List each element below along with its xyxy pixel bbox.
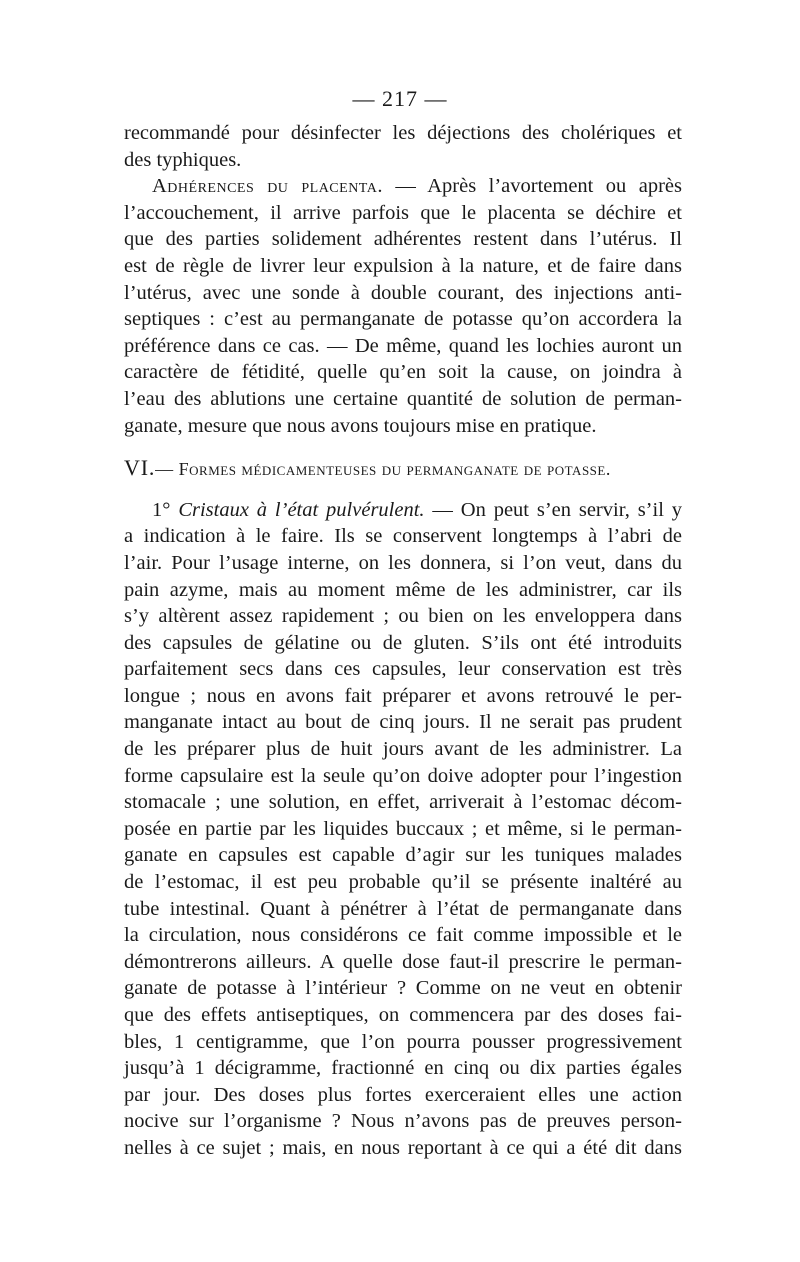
text-line: posée en partie par les liquides buccaux ; et même, si le perman- [124,817,682,840]
text-line: des typhiques. [124,148,242,171]
text-line: de l’estomac, il est peu probable qu’il se présente inaltéré au [124,871,682,894]
text-line: de les préparer plus de huit jours avant de les administrer. La [124,738,682,761]
text-line: a indication à le faire. Ils se conservent longtemps à l’abri de [124,525,682,548]
text-line: caractère de fétidité, quelle qu’en soit la cause, on joindra à [124,361,682,384]
text-line: jusqu’à 1 décigramme, fractionné en cinq ou dix parties égales [124,1057,682,1080]
paragraph-continued [124,120,682,173]
text-line: l’accouchement, il arrive parfois que le placenta se déchire et [124,201,682,224]
text-run: — Après l’avortement ou après [382,175,683,198]
section-numeral: VI. [124,455,156,481]
text-line: septiques : c’est au permanganate de potasse qu’on accordera la [124,308,682,331]
text-line: stomacale ; une solution, en effet, arriverait à l’estomac décom- [124,791,682,814]
text-line: que des parties solidement adhérentes restent dans l’utérus. Il [124,228,682,251]
text-line [124,173,682,200]
text-line: ganate en capsules est capable d’agir sur les tuniques malades [124,844,682,867]
text-line: tube intestinal. Quant à pénétrer à l’état de permanganate dans [124,897,682,920]
text-run: — On peut s’en servir, s’il y [424,498,683,521]
text-line: l’eau des ablutions une certaine quantité de solution de perman- [124,387,682,410]
text-line: s’y altèrent assez rapidement ; ou bien on les enveloppera dans [124,605,682,628]
text-line: ganate de potasse à l’intérieur ? Comme on ne veut en obtenir [124,977,682,1000]
text-line: par jour. Des doses plus fortes exerceraient elles une action [124,1083,682,1106]
text-line: manganate intact au bout de cinq jours. Il ne serait pas prudent [124,711,682,734]
text-line: forme capsulaire est la seule qu’on doive adopter pour l’ingestion [124,764,682,787]
text-line: bles, 1 centigramme, que l’on pourra pousser progressivement [124,1030,682,1053]
text-line: la circulation, nous considérons ce fait comme impossible et le [124,924,682,947]
text-line: l’utérus, avec une sonde à double courant, des injections anti- [124,281,682,304]
text-line: l’air. Pour l’usage interne, on les donnera, si l’on veut, dans du [124,551,682,574]
text-line: pain azyme, mais au moment même de les administrer, car ils [124,578,682,601]
text-line: démontrerons ailleurs. A quelle dose faut-il prescrire le perman- [124,950,682,973]
paragraph-placenta [124,173,682,439]
paragraph-crystals [124,497,682,1162]
text-line: nocive sur l’organisme ? Nous n’avons pas de preuves person- [124,1110,682,1133]
text-line: des capsules de gélatine ou de gluten. S’ils ont été introduits [124,631,682,654]
item-title: Cristaux à l’état pulvérulent. [178,498,425,521]
text-line: que des effets antiseptiques, on commencera par des doses fai- [124,1004,682,1026]
text-line: longue ; nous en avons fait préparer et avons retrouvé le per- [124,684,682,707]
text-line: ganate, mesure que nous avons toujours mise en pratique. [124,414,597,437]
text-line: nelles à ce sujet ; mais, en nous reportant à ce qui a été dit dans [124,1136,682,1159]
section-title: — Formes médicamenteuses du permanganate de potasse. [155,459,611,480]
page-body [124,120,682,1162]
text-line: parfaitement secs dans ces capsules, leur conservation est très [124,658,682,681]
text-line [124,497,682,524]
item-number: 1° [152,498,171,521]
page-number: — 217 — [352,86,448,111]
section-heading [124,455,682,483]
text-line: est de règle de livrer leur expulsion à la nature, et de faire dans [124,254,682,277]
paragraph-lead: Adhérences du placenta. [152,175,383,198]
text-line: préférence dans ce cas. — De même, quand les lochies auront un [124,334,682,357]
text-line: recommandé pour désinfecter les déjections des cholériques et [124,122,682,144]
